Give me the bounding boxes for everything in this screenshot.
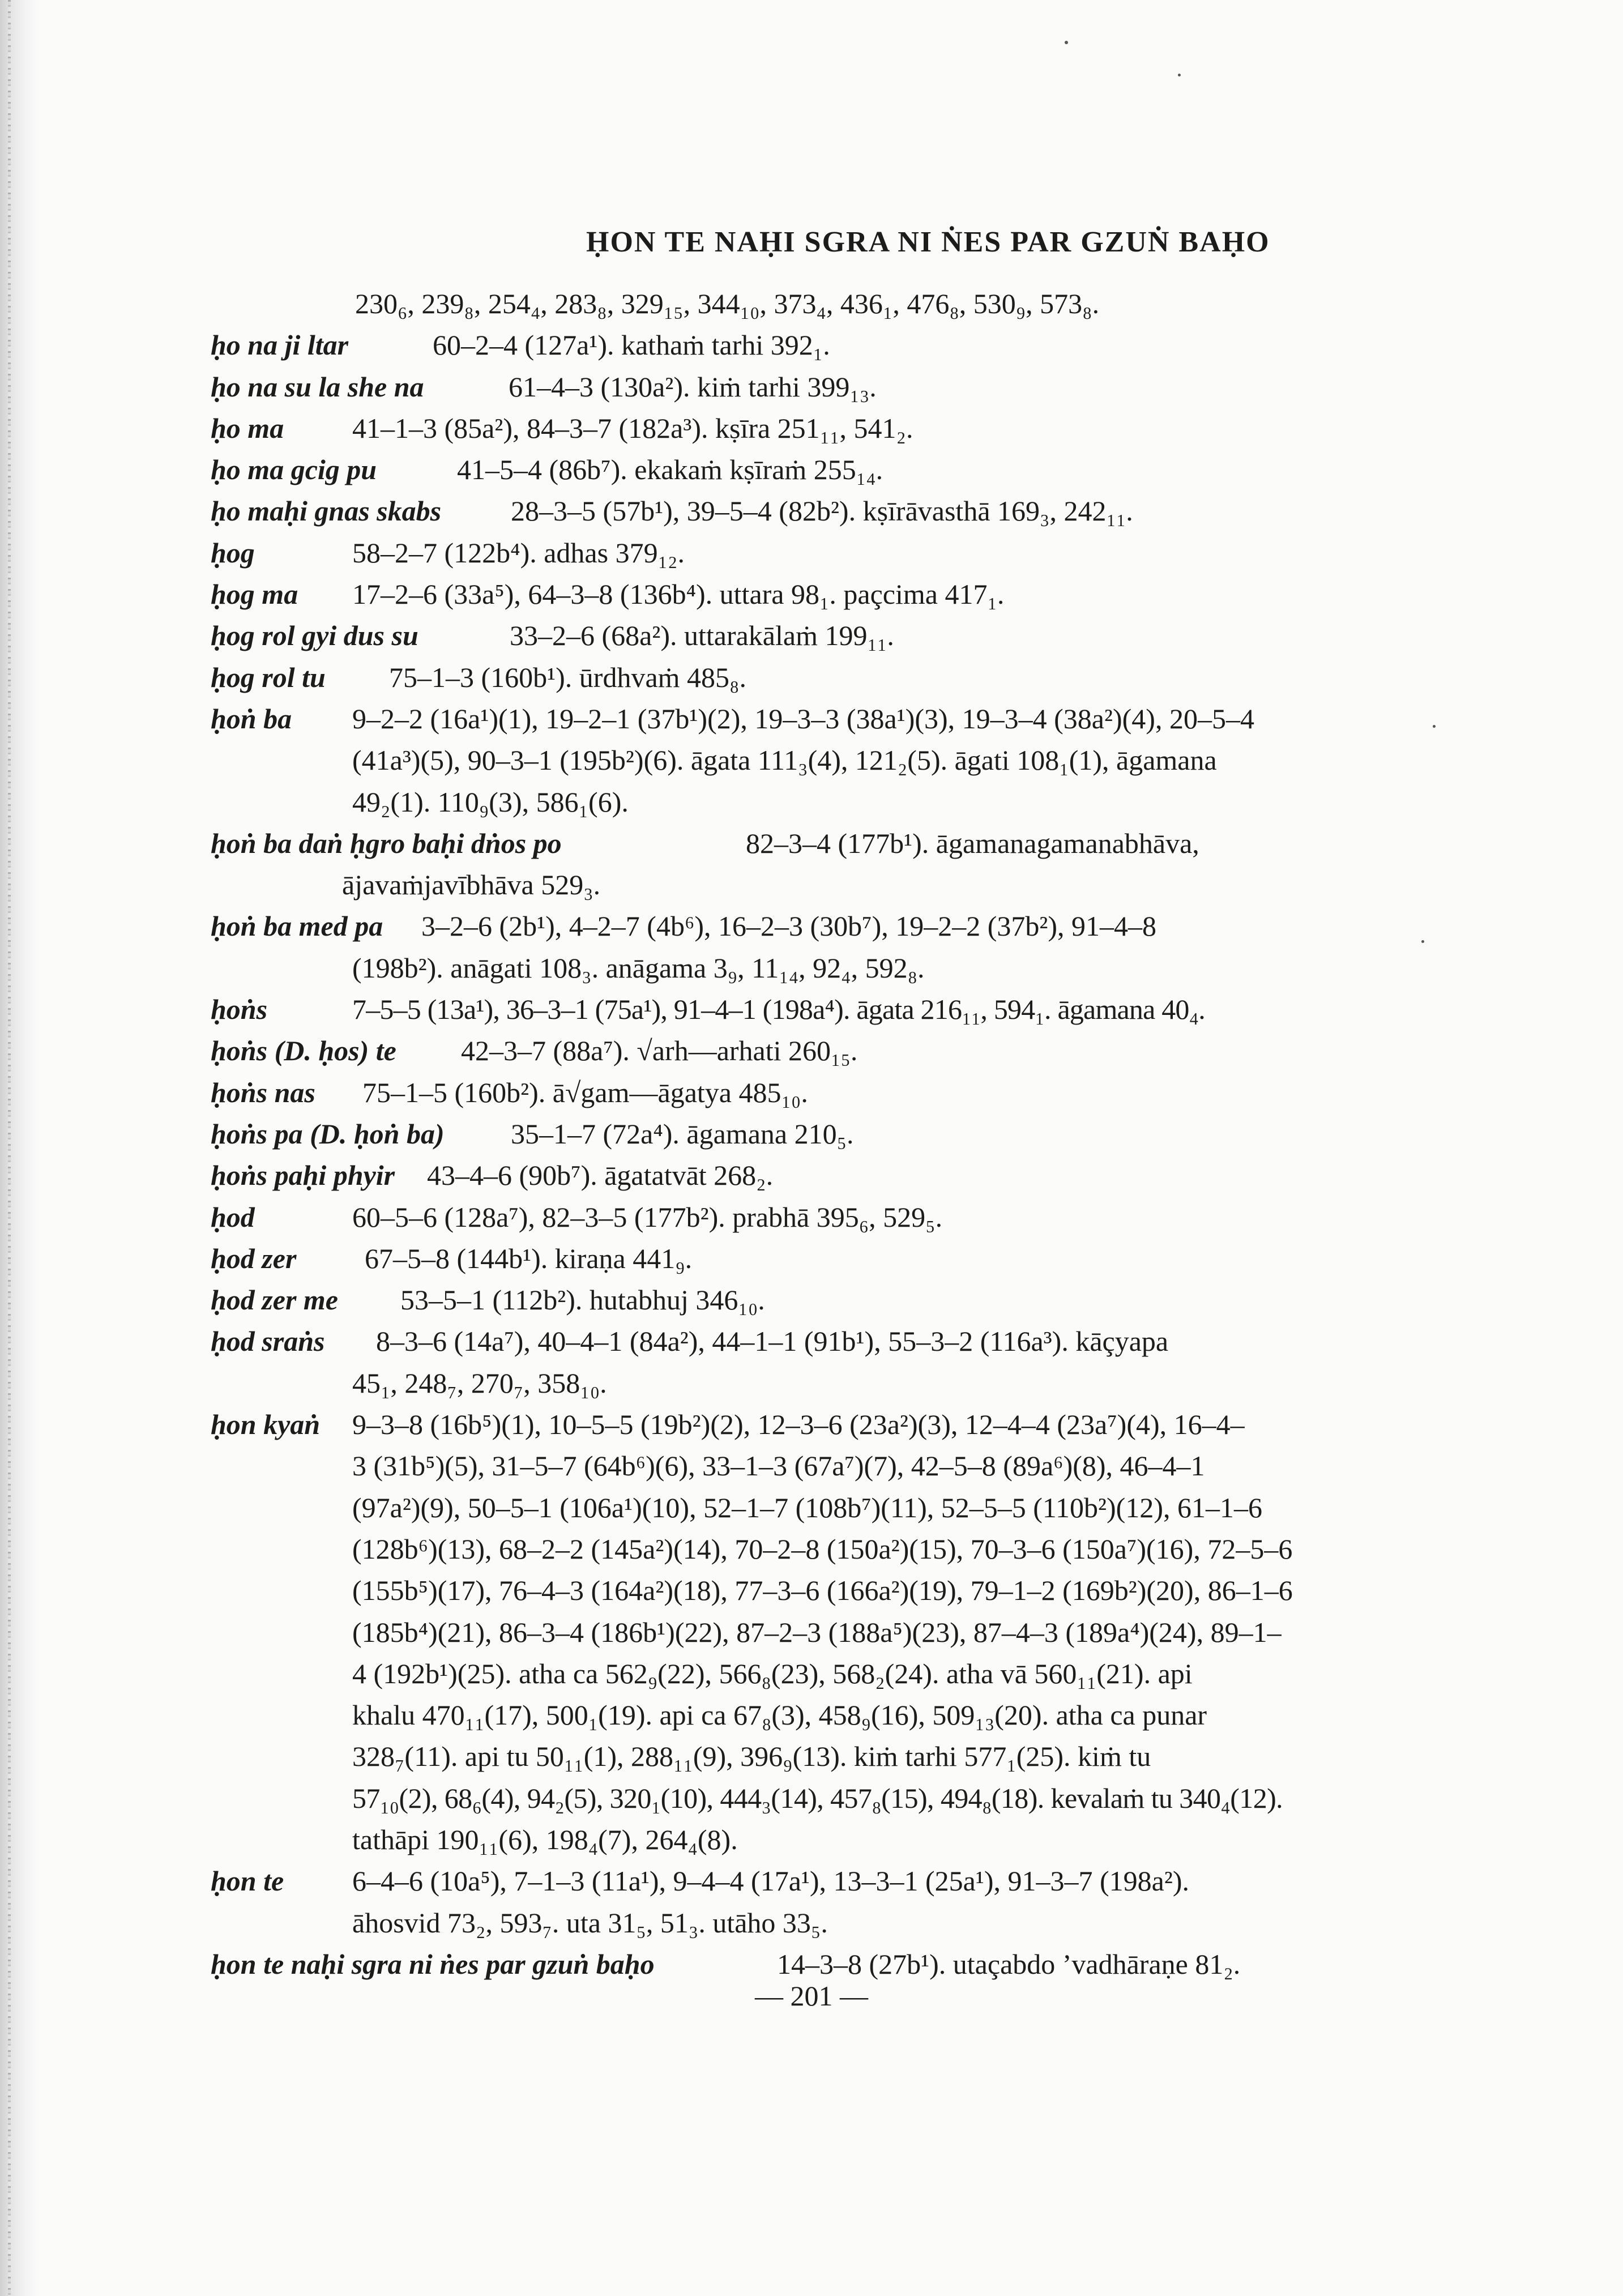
entry-refs: 75–1–5 (160b²). ā√gam—āgatya 485₁₀.: [362, 1076, 808, 1108]
entry-head: ḥod sraṅs: [211, 1325, 325, 1358]
entry-refs: 75–1–3 (160b¹). ūrdhvaṁ 485₈.: [389, 661, 746, 693]
entry-head: ḥoṅs: [211, 993, 268, 1026]
index-entry: [211, 408, 1309, 449]
entry-refs-continued: (97a²)(9), 50–5–1 (106a¹)(10), 52–1–7 (108b⁷)(11), 52–5–5 (110b²)(12), 61–1–6: [352, 1491, 1262, 1523]
entry-refs-continued: 49₂(1). 110₉(3), 586₁(6).: [352, 786, 629, 818]
dust-speck: [1433, 725, 1436, 728]
entry-refs: 3–2–6 (2b¹), 4–2–7 (4b⁶), 16–2–3 (30b⁷), 19–2–2 (37b²), 91–4–8: [421, 910, 1157, 942]
dust-speck: [1421, 940, 1424, 943]
entry-refs-continued: 3 (31b⁵)(5), 31–5–7 (64b⁶)(6), 33–1–3 (67a⁷)(7), 42–5–8 (89a⁶)(8), 46–4–1: [352, 1450, 1205, 1482]
entry-head: ḥo na su la she na: [211, 370, 424, 403]
page-edge-scan-shadow: [0, 0, 40, 2296]
entry-head: ḥon kyaṅ: [211, 1409, 321, 1441]
entry-refs: 8–3–6 (14a⁷), 40–4–1 (84a²), 44–1–1 (91b¹), 55–3–2 (116a³). kāçyapa: [376, 1325, 1169, 1358]
entry-head: ḥoṅs (D. ḥos) te: [211, 1035, 396, 1067]
entry-head: ḥog: [211, 536, 255, 569]
index-entry: [211, 574, 1309, 615]
entry-head: ḥoṅ ba med pa: [211, 910, 383, 942]
entry-head: ḥod: [211, 1201, 255, 1233]
entry-refs-continued: ājavaṁjavībhāva 529₃.: [342, 869, 601, 901]
entry-refs-continued: (185b⁴)(21), 86–3–4 (186b¹)(22), 87–2–3 (188a⁵)(23), 87–4–3 (189a⁴)(24), 89–1–: [352, 1616, 1282, 1648]
entry-refs: 17–2–6 (33a⁵), 64–3–8 (136b⁴). uttara 98₁. paçcima 417₁.: [352, 578, 1005, 611]
entry-head: ḥoṅ ba: [211, 702, 292, 735]
dust-speck: [1178, 74, 1181, 76]
entry-head: ḥod zer me: [211, 1284, 338, 1316]
entry-head: ḥo ma gcig pu: [211, 454, 377, 486]
index-entry: [211, 1404, 1309, 1860]
entry-head: ḥog ma: [211, 578, 298, 611]
index-entry: [211, 698, 1309, 823]
entry-refs-continued: khalu 470₁₁(17), 500₁(19). api ca 67₈(3), 458₉(16), 509₁₃(20). atha ca punar: [352, 1699, 1207, 1731]
index-entries: [211, 283, 1309, 1985]
entry-refs: 14–3–8 (27b¹). utaçabdo ’vadhāraṇe 81₂.: [777, 1948, 1241, 1980]
index-entry: [211, 1197, 1309, 1238]
entry-refs-continued: 57₁₀(2), 68₆(4), 94₂(5), 320₁(10), 444₃(14), 457₈(15), 494₈(18). kevalaṁ tu 340₄(12).: [352, 1782, 1283, 1814]
index-entry: [211, 989, 1309, 1030]
entry-refs-continued: (198b²). anāgati 108₃. anāgama 3₉, 11₁₄, 92₄, 592₈.: [352, 951, 925, 984]
entry-refs: 9–2–2 (16a¹)(1), 19–2–1 (37b¹)(2), 19–3–3 (38a¹)(3), 19–3–4 (38a²)(4), 20–5–4: [352, 702, 1254, 735]
entry-refs: 58–2–7 (122b⁴). adhas 379₁₂.: [352, 536, 685, 569]
index-entry: [211, 283, 1309, 325]
index-entry: [211, 449, 1309, 490]
entry-refs: 41–1–3 (85a²), 84–3–7 (182a³). kṣīra 251₁₁, 541₂.: [352, 412, 913, 444]
entry-refs: 43–4–6 (90b⁷). āgatatvāt 268₂.: [427, 1159, 774, 1192]
running-head: ḤON TE NAḤI SGRA NI ṄES PAR GZUṄ BAḤO: [586, 226, 1270, 258]
entry-refs: 33–2–6 (68a²). uttarakālaṁ 199₁₁.: [510, 620, 894, 652]
entry-head: ḥoṅs nas: [211, 1076, 315, 1108]
entry-head: ḥon te: [211, 1865, 284, 1897]
entry-refs-continued: (41a³)(5), 90–3–1 (195b²)(6). āgata 111₃(4), 121₂(5). āgati 108₁(1), āgamana: [352, 744, 1217, 776]
entry-head: ḥon te naḥi sgra ni ṅes par gzuṅ baḥo: [211, 1948, 655, 1980]
entry-head: ḥo na ji ltar: [211, 329, 349, 361]
entry-head: ḥoṅs paḥi phyir: [211, 1159, 395, 1192]
entry-refs-continued: 45₁, 248₇, 270₇, 358₁₀.: [352, 1367, 607, 1399]
index-entry: [211, 1279, 1309, 1321]
entry-refs-continued: 4 (192b¹)(25). atha ca 562₉(22), 566₈(23), 568₂(24). atha vā 560₁₁(21). api: [352, 1657, 1193, 1689]
entry-refs-continued: āhosvid 73₂, 593₇. uta 31₅, 51₃. utāho 33₅.: [352, 1906, 828, 1939]
entry-refs: 53–5–1 (112b²). hutabhuj 346₁₀.: [400, 1284, 765, 1316]
entry-head: ḥog rol tu: [211, 661, 326, 693]
entry-head: ḥo maḥi gnas skabs: [211, 495, 442, 527]
index-entry: [211, 1238, 1309, 1279]
entry-head: ḥog rol gyi dus su: [211, 620, 418, 652]
index-entry: [211, 1072, 1309, 1113]
page-number: — 201 —: [755, 1980, 868, 2012]
entry-refs: 28–3–5 (57b¹), 39–5–4 (82b²). kṣīrāvasthā 169₃, 242₁₁.: [511, 495, 1133, 527]
entry-refs: 67–5–8 (144b¹). kiraṇa 441₉.: [365, 1242, 693, 1274]
index-entry: [211, 1860, 1309, 1944]
entry-refs: 60–5–6 (128a⁷), 82–3–5 (177b²). prabhā 395₆, 529₅.: [352, 1201, 943, 1233]
index-entry: [211, 657, 1309, 698]
index-entry: [211, 1030, 1309, 1072]
index-entry: [211, 532, 1309, 574]
entry-head: ḥoṅ ba daṅ ḥgro baḥi dṅos po: [211, 827, 562, 859]
index-entry: [211, 366, 1309, 408]
dust-speck: [1065, 41, 1068, 44]
entry-refs: 7–5–5 (13a¹), 36–3–1 (75a¹), 91–4–1 (198a⁴). āgata 216₁₁, 594₁. āgamana 40₄.: [352, 993, 1205, 1026]
entry-refs: 61–4–3 (130a²). kiṁ tarhi 399₁₃.: [509, 370, 877, 403]
entry-refs: 82–3–4 (177b¹). āgamanagamanabhāva,: [746, 827, 1199, 859]
index-entry: [211, 1155, 1309, 1196]
index-entry: [211, 823, 1309, 906]
entry-refs: 35–1–7 (72a⁴). āgamana 210₅.: [511, 1117, 854, 1150]
entry-refs-continued: 328₇(11). api tu 50₁₁(1), 288₁₁(9), 396₉(13). kiṁ tarhi 577₁(25). kiṁ tu: [352, 1740, 1151, 1773]
entry-refs: 41–5–4 (86b⁷). ekakaṁ kṣīraṁ 255₁₄.: [457, 454, 883, 486]
entry-refs: 6–4–6 (10a⁵), 7–1–3 (11a¹), 9–4–4 (17a¹), 13–3–1 (25a¹), 91–3–7 (198a²).: [352, 1865, 1190, 1897]
entry-refs: 42–3–7 (88a⁷). √arh—arhati 260₁₅.: [461, 1035, 858, 1067]
entry-refs-continued: (155b⁵)(17), 76–4–3 (164a²)(18), 77–3–6 (166a²)(19), 79–1–2 (169b²)(20), 86–1–6: [352, 1574, 1293, 1607]
entry-refs-continued: (128b⁶)(13), 68–2–2 (145a²)(14), 70–2–8 (150a²)(15), 70–3–6 (150a⁷)(16), 72–5–6: [352, 1533, 1293, 1565]
index-entry: [211, 490, 1309, 532]
index-entry: [211, 1321, 1309, 1404]
entry-head: ḥod zer: [211, 1242, 297, 1274]
index-entry: [211, 615, 1309, 656]
entry-head: ḥoṅs pa (D. ḥoṅ ba): [211, 1117, 445, 1150]
entry-refs: 9–3–8 (16b⁵)(1), 10–5–5 (19b²)(2), 12–3–6 (23a²)(3), 12–4–4 (23a⁷)(4), 16–4–: [352, 1409, 1245, 1441]
entry-refs: 60–2–4 (127a¹). kathaṁ tarhi 392₁.: [433, 329, 830, 361]
entry-head: ḥo ma: [211, 412, 284, 444]
entry-refs: 230₆, 239₈, 254₄, 283₈, 329₁₅, 344₁₀, 373₄, 436₁, 476₈, 530₉, 573₈.: [355, 288, 1100, 319]
entry-refs-continued: tathāpi 190₁₁(6), 198₄(7), 264₄(8).: [352, 1823, 738, 1855]
index-entry: [211, 906, 1309, 989]
index-entry: [211, 325, 1309, 366]
index-entry: [211, 1113, 1309, 1155]
